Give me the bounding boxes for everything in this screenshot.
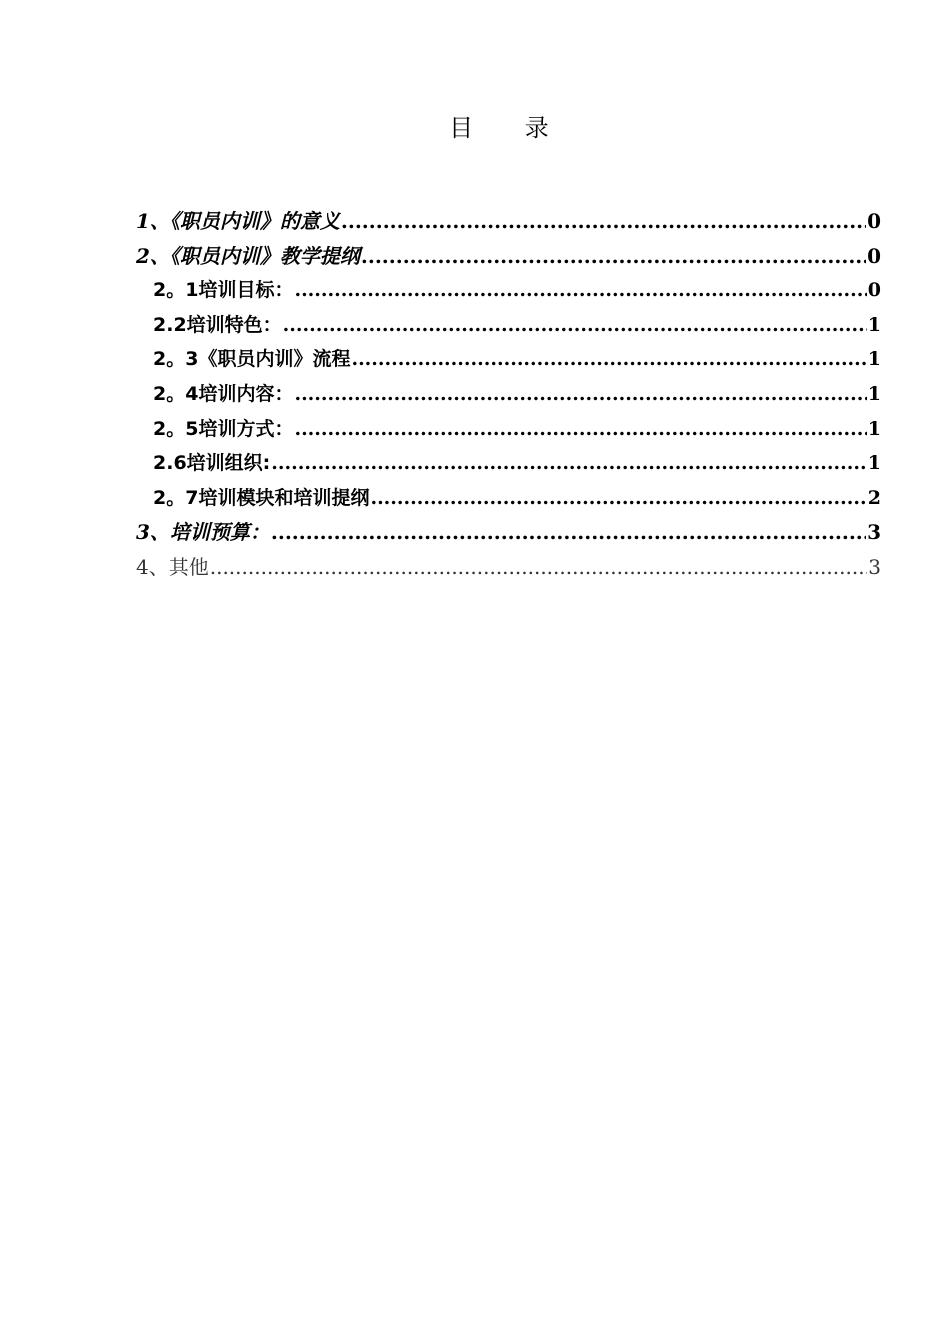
toc-page-number: 2 [867, 486, 881, 509]
toc-entry-3[interactable] [136, 515, 881, 550]
toc-page-number: 3 [867, 520, 881, 545]
toc-page-number: 1 [867, 417, 881, 440]
dot-leader [210, 550, 868, 585]
toc-entry-2-4[interactable] [136, 377, 881, 412]
dot-leader [351, 342, 866, 377]
toc-entry-2-7[interactable] [136, 481, 881, 516]
dot-leader [361, 239, 866, 274]
toc-entry-2-5[interactable] [136, 412, 881, 447]
toc-entry-label: 2。3《职员内训》流程 [153, 348, 351, 371]
dot-leader [271, 446, 867, 481]
toc-page-number: 1 [867, 313, 881, 336]
toc-entry-label: 4、其他 [136, 554, 209, 579]
dot-leader [294, 412, 866, 447]
dot-leader [341, 204, 866, 239]
toc-entry-label: 2。7培训模块和培训提纲 [153, 486, 370, 509]
toc-entry-label: 3、培训预算： [136, 520, 270, 545]
toc-entry-label: 2.6培训组织: [153, 452, 271, 475]
toc-entry-1[interactable] [136, 204, 881, 239]
toc-entry-2-1[interactable] [136, 273, 881, 308]
toc-page-number: 1 [867, 348, 881, 371]
toc-page-number: 1 [867, 382, 881, 405]
toc-entry-label: 1、《职员内训》的意义 [136, 209, 340, 233]
dot-leader [294, 273, 866, 308]
dot-leader [283, 308, 867, 343]
toc-entry-label: 2.2培训特色： [153, 313, 282, 336]
table-of-contents [136, 204, 881, 585]
dot-leader [294, 377, 866, 412]
toc-entry-2-2[interactable] [136, 308, 881, 343]
toc-title: 目 录 [449, 114, 571, 142]
toc-entry-label: 2、《职员内训》教学提纲 [136, 243, 360, 268]
toc-entry-label: 2。4培训内容： [153, 382, 294, 405]
toc-page-number: 0 [867, 209, 881, 233]
dot-leader [271, 515, 866, 550]
toc-entry-label: 2。5培训方式： [153, 417, 294, 440]
toc-page-number: 0 [867, 279, 881, 302]
toc-entry-2-6[interactable] [136, 446, 881, 481]
dot-leader [370, 481, 866, 516]
toc-page-number: 3 [868, 554, 881, 579]
toc-entry-4[interactable] [136, 550, 881, 585]
toc-entry-2[interactable] [136, 239, 881, 274]
toc-entry-label: 2。1培训目标： [153, 279, 294, 302]
toc-page-number: 0 [867, 243, 881, 268]
toc-entry-2-3[interactable] [136, 342, 881, 377]
toc-page-number: 1 [867, 452, 881, 475]
